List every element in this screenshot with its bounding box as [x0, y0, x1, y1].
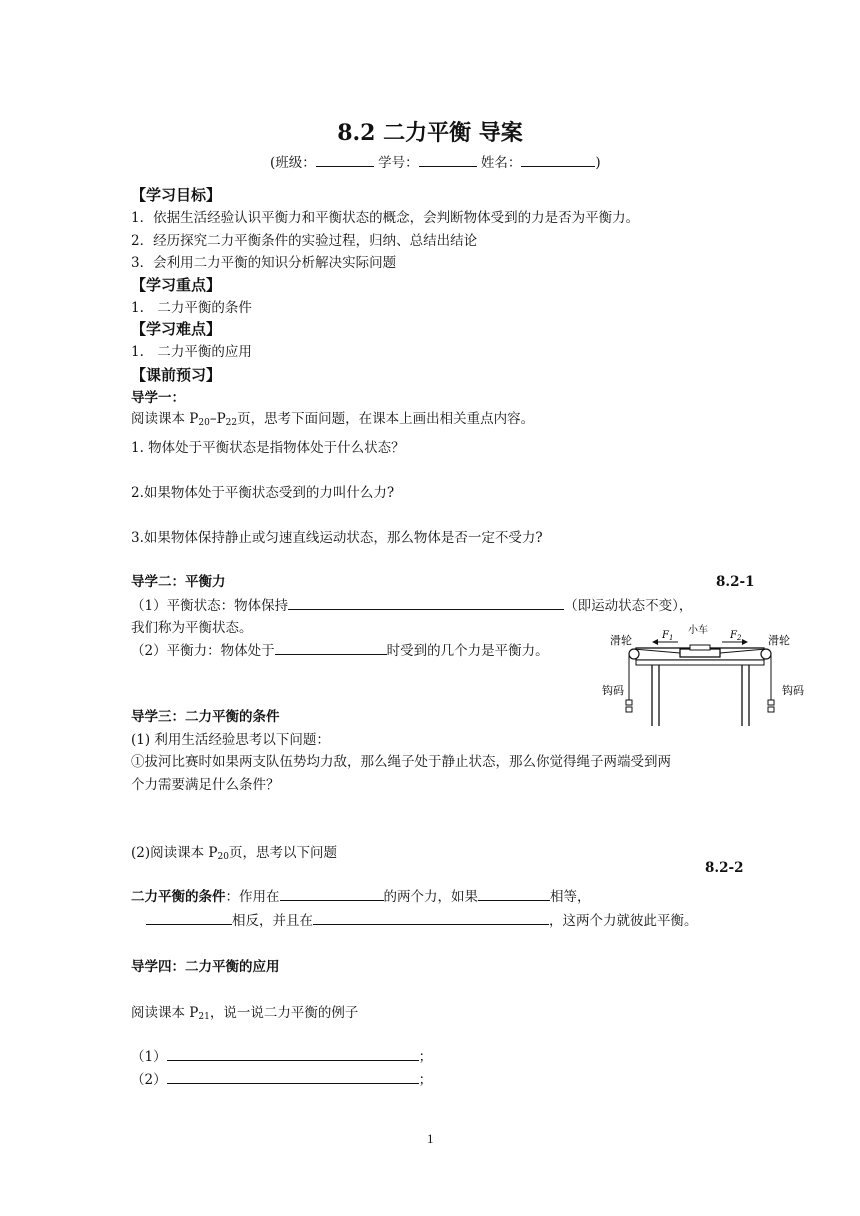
- s3-paragraph-2: ①拔河比赛时如果两支队伍势均力敌，那么绳子处于静止状态，那么你觉得绳子两端受到两: [131, 754, 671, 770]
- weight-left: [626, 707, 632, 712]
- key-heading: 【学习重点】: [131, 276, 222, 294]
- s1-question-3: 3.如果物体保持静止或匀速直线运动状态，那么物体是否一定不受力?: [131, 530, 543, 546]
- condition-label: 二力平衡的条件: [131, 889, 226, 905]
- s3-p4-post: 页，思考以下问题: [228, 845, 337, 861]
- s1-heading: 导学一：: [131, 390, 185, 406]
- class-label: (班级：: [270, 155, 316, 171]
- weight-left: [626, 700, 632, 705]
- s1-question-2: 2.如果物体处于平衡状态受到的力叫什么力?: [131, 485, 395, 501]
- pulley-left: [629, 649, 639, 659]
- figure-label-8-2-1: 8.2-1: [716, 574, 755, 590]
- s3-page: 20: [217, 852, 229, 862]
- pulley-left-label: 滑轮: [610, 634, 632, 647]
- f1-label: $F_1$: [662, 630, 674, 642]
- s1-page-end: 22: [225, 418, 238, 428]
- name-label: 姓名：: [480, 155, 522, 171]
- pulley-right-label: 滑轮: [768, 634, 790, 647]
- student-number-blank[interactable]: [419, 152, 477, 167]
- balance-apparatus-figure: [596, 622, 832, 730]
- s4-read-pre: 阅读课本 P: [131, 1005, 199, 1021]
- s3-heading: 导学三：二力平衡的条件: [131, 709, 280, 725]
- s1-page-start: 20: [198, 418, 210, 428]
- page-title: 8.2 二力平衡 导案: [337, 120, 523, 146]
- goal-item: 3．会利用二力平衡的知识分析解决实际问题: [131, 255, 397, 271]
- example-2-blank[interactable]: [167, 1069, 419, 1084]
- s2-line-3: [131, 640, 549, 661]
- s1-read-pre: 阅读课本 P: [131, 411, 199, 427]
- goals-heading: 【学习目标】: [131, 186, 222, 204]
- example-1-end: ；: [418, 1049, 433, 1065]
- balance-force-blank[interactable]: [275, 640, 387, 655]
- s3-p4-pre: (2)阅读课本 P: [131, 845, 218, 861]
- key-item: 1. 二力平衡的条件: [131, 300, 252, 316]
- s4-page: 21: [198, 1012, 210, 1022]
- goal-item: 1．依据生活经验认识平衡力和平衡状态的概念，会判断物体受到的力是否为平衡力。: [131, 210, 640, 226]
- condition-d: 相反，并且在: [232, 913, 313, 929]
- s4-read-post: ，说一说二力平衡的例子: [209, 1005, 359, 1021]
- difficult-heading: 【学习难点】: [131, 320, 222, 338]
- student-number-label: 学号：: [378, 155, 419, 171]
- s4-heading: 导学四：二力平衡的应用: [131, 959, 280, 975]
- example-line-1: [131, 1046, 432, 1067]
- difficult-item: 1. 二力平衡的应用: [131, 344, 252, 360]
- condition-a: ：作用在: [225, 889, 280, 905]
- s3-paragraph-1: (1) 利用生活经验思考以下问题：: [131, 732, 330, 748]
- same-object-blank[interactable]: [280, 886, 384, 901]
- pulley-right: [761, 649, 771, 659]
- example-1-blank[interactable]: [167, 1046, 419, 1061]
- info-close: ): [595, 155, 601, 171]
- name-blank[interactable]: [521, 152, 595, 167]
- s3-paragraph-4: [131, 843, 337, 867]
- preview-heading: 【课前预习】: [131, 366, 222, 384]
- s2-line-1: [131, 595, 692, 616]
- weight-right-label: 钩码: [782, 684, 804, 697]
- condition-c: 相等，: [550, 889, 591, 905]
- s1-dash: –P: [209, 411, 226, 427]
- magnitude-blank[interactable]: [478, 886, 550, 901]
- s3-paragraph-3: 个力需要满足什么条件？: [131, 777, 280, 793]
- s2-l3-post: 时受到的几个力是平衡力。: [386, 643, 549, 659]
- f2-label: $F_2$: [730, 630, 742, 642]
- example-2-label: （2）: [131, 1072, 167, 1088]
- s2-line-2: 我们称为平衡状态。: [131, 620, 253, 636]
- table-edge: [636, 660, 764, 665]
- balance-condition-line-2: [146, 910, 698, 931]
- page-number: 1: [427, 1131, 434, 1146]
- s2-l1-post: （即运动状态不变），: [564, 598, 693, 614]
- s1-read-post: 页，思考下面问题，在课本上画出相关重点内容。: [237, 411, 535, 427]
- example-1-label: （1）: [131, 1049, 167, 1065]
- s1-reading-instruction: [131, 409, 534, 433]
- s2-l1-pre: （1）平衡状态：物体保持: [131, 598, 289, 614]
- condition-e: ，这两个力就彼此平衡。: [549, 913, 698, 929]
- s2-heading: 导学二：平衡力: [131, 574, 226, 590]
- weight-left-label: 钩码: [602, 684, 624, 697]
- cart-label: 小车: [688, 625, 708, 636]
- force-arrow-left-head: [652, 639, 658, 645]
- s1-question-1: 1. 物体处于平衡状态是指物体处于什么状态？: [131, 440, 405, 456]
- same-line-blank[interactable]: [313, 910, 549, 925]
- figure-label-8-2-2: 8.2-2: [705, 860, 744, 876]
- student-info-line: [270, 152, 601, 173]
- cart-top: [690, 645, 710, 650]
- example-line-2: [131, 1069, 432, 1090]
- weight-right: [768, 700, 774, 705]
- s4-reading-instruction: [131, 1003, 358, 1027]
- condition-b: 的两个力，如果: [383, 889, 478, 905]
- weight-right: [768, 707, 774, 712]
- example-2-end: ；: [418, 1072, 433, 1088]
- balance-state-blank[interactable]: [288, 595, 564, 610]
- goal-item: 2．经历探究二力平衡条件的实验过程，归纳、总结出结论: [131, 233, 478, 249]
- class-blank[interactable]: [316, 152, 374, 167]
- direction-blank[interactable]: [146, 910, 232, 925]
- balance-condition-line-1: [131, 886, 591, 907]
- force-arrow-right-head: [742, 639, 748, 645]
- s2-l3-pre: （2）平衡力：物体处于: [131, 643, 275, 659]
